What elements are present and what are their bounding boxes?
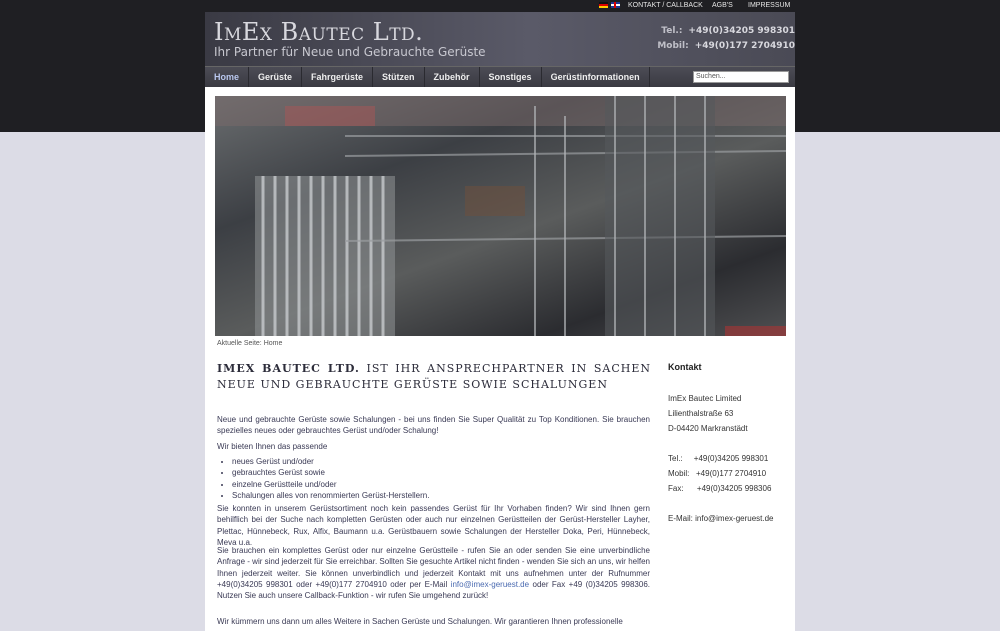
sidebar-mobil: Mobil: +49(0)177 2704910 (668, 469, 767, 478)
header-tel-label: Tel.: (661, 26, 683, 36)
intro-paragraph: Neue und gebrauchte Gerüste sowie Schalungen - bei uns finden Sie Super Qualität zu Top Konditionen. Sie brauchen spezielles neues oder gebrauchtes Gerüst und/oder Schalung! (217, 415, 650, 436)
nav-zubehor[interactable]: Zubehör (425, 67, 480, 87)
list-item: • neues Gerüst und/oder (232, 456, 650, 467)
list-item: • einzelne Gerüstteile und/oder (232, 479, 650, 490)
breadcrumb: Aktuelle Seite: Home (217, 340, 283, 347)
nav-fahrgeruste[interactable]: Fahrgerüste (302, 67, 373, 87)
nav-home[interactable]: Home (205, 67, 249, 87)
sidebar-email[interactable]: E-Mail: info@imex-geruest.de (668, 514, 774, 523)
contact-paragraph-b: oder Fax +49 (0)34205 998306. Nutzen Sie auch unsere Callback-Funktion - wir rufen Sie umgehend zurück! (217, 579, 650, 601)
email-link[interactable]: info@imex-geruest.de (450, 579, 530, 589)
nav-sonstiges[interactable]: Sonstiges (480, 67, 542, 87)
sidebar-title: Kontakt (668, 362, 702, 372)
offer-intro: Wir bieten Ihnen das passende (217, 442, 328, 451)
header-tel: +49(0)34205 998301 (688, 26, 795, 36)
list-item: • Schalungen alles von renommierten Gerüst-Herstellern. (232, 490, 650, 501)
page-title-company: IMEX BAUTEC LTD. (217, 362, 360, 375)
scaffolding-hero-image (215, 96, 786, 336)
page-title (217, 361, 651, 393)
page-container (205, 0, 795, 631)
closing-paragraph: Wir kümmern uns dann um alles Weitere in Sachen Gerüste und Schalungen. Wir garantieren Ihnen professionelle (217, 617, 623, 626)
offer-list (217, 456, 650, 501)
offer-list-wrapper (217, 456, 650, 501)
page-title-rest: IST IHR ANSPRECHPARTNER IN SACHEN NEUE UND GEBRAUCHTE GERÜSTE SOWIE SCHALUNGEN (217, 362, 651, 391)
nav-gerustinformationen[interactable]: Gerüstinformationen (542, 67, 650, 87)
content-area (205, 87, 795, 631)
contact-callback-link[interactable]: KONTAKT / CALLBACK (628, 2, 703, 9)
nav-stutzen[interactable]: Stützen (373, 67, 425, 87)
agb-link[interactable]: AGB'S (712, 2, 733, 9)
de-flag-icon[interactable] (599, 2, 608, 8)
sidebar-street: Lilienthalstraße 63 (668, 409, 734, 418)
sidebar-city: D-04420 Markranstädt (668, 424, 748, 433)
sidebar-company: ImEx Bautec Limited (668, 394, 742, 403)
hero-image-graphic (215, 96, 786, 336)
site-subtitle: Ihr Partner für Neue und Gebrauchte Gerüste (214, 45, 486, 59)
site-logo-title[interactable]: ImEx Bautec Ltd. (214, 18, 424, 46)
uk-flag-icon[interactable] (611, 2, 620, 8)
header-mobil-label: Mobil: (657, 41, 689, 51)
sidebar-tel: Tel.: +49(0)34205 998301 (668, 454, 769, 463)
site-header (205, 12, 795, 66)
main-nav (205, 66, 795, 87)
contact-paragraph-a: Sie brauchen ein komplettes Gerüst oder nur einzelne Gerüstteile - rufen Sie an oder senden Sie eine unverbindliche Anfrage - wir sind jederzeit für Sie erreichbar. Sollten Sie gesuchte Artikel nicht finden - wenden Sie sich an uns, wir helfen Ihnen jederzeit weiter. Sie können unverbindlich und jederzeit Kontakt mit uns aufnehmen unter der Rufnummer +49(0)34205 998301 oder +49(0)177 2704910 oder per E-Mail (217, 546, 650, 589)
search-help-paragraph: Sie konnten in unserem Gerüstsortiment noch kein passendes Gerüst für Ihr Vorhaben finden? Wir sind Ihnen gern behilflich bei der Suche nach kompletten Gerüsten oder auch nur einzelnen Gerüstteilen der Gerüst-Hersteller Layher, Plettac, Hünnebeck, Rux, Alfix, Baumann u.a. Gerüstbauern sowie Schalungen der Hersteller Doka, Peri, Hünnebeck, Meva u.a. (217, 504, 650, 547)
contact-paragraph (217, 545, 650, 601)
search-input[interactable]: Suchen... (693, 71, 789, 83)
header-mobil: +49(0)177 2704910 (694, 41, 795, 51)
sidebar-fax: Fax: +49(0)34205 998306 (668, 484, 772, 493)
nav-geruste[interactable]: Gerüste (249, 67, 302, 87)
impressum-link[interactable]: IMPRESSUM (748, 2, 791, 9)
list-item: • gebrauchtes Gerüst sowie (232, 467, 650, 478)
utility-bar (205, 0, 795, 12)
header-contact (657, 24, 795, 54)
